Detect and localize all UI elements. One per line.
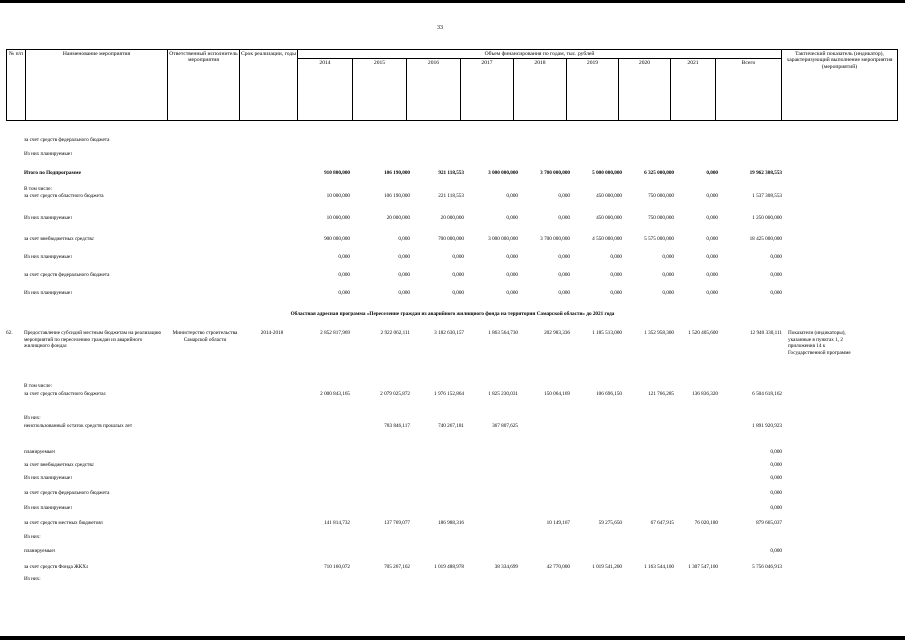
row-total: 0,000 xyxy=(770,548,782,554)
header-year: 2020 xyxy=(619,59,671,121)
row-value: 0,000 xyxy=(662,272,674,278)
row-value: 0,000 xyxy=(506,193,518,199)
header-year: 2015 xyxy=(353,59,407,121)
row-value: 740 267,181 xyxy=(438,423,464,429)
row-value: 6 325 000,000 xyxy=(644,170,674,176)
row-label: Из них: xyxy=(24,415,41,421)
table-header xyxy=(6,49,898,121)
row-value: 0,000 xyxy=(452,290,464,296)
header-year: 2021 xyxy=(671,59,716,121)
row-value: 106 190,000 xyxy=(384,193,410,199)
row-value: 450 000,000 xyxy=(596,193,622,199)
row-value: 67 647,915 xyxy=(650,520,674,526)
row-value: 783 846,117 xyxy=(384,423,410,429)
row-label: Из них планируемые$^1$ xyxy=(24,151,73,157)
row-value: 0,000 xyxy=(506,272,518,278)
row-value: 10 149,167 xyxy=(546,520,570,526)
row-value: 750 000,000 xyxy=(648,193,674,199)
row-value: 1 163 544,100 xyxy=(644,564,674,570)
row-label: за счет средств Фонда ЖКХ$^4$ xyxy=(24,564,88,570)
item-62-value: 202 983,336 xyxy=(544,330,570,336)
row-value: 367 807,625 xyxy=(492,423,518,429)
row-label: Из них планируемые$^1$ xyxy=(24,475,73,481)
item-62-value: 2 922 062,111 xyxy=(380,330,410,336)
row-total: 0,000 xyxy=(770,272,782,278)
row-value: 0,000 xyxy=(558,215,570,221)
row-value: 0,000 xyxy=(558,193,570,199)
row-value: 0,000 xyxy=(338,254,350,260)
item-62-value: 1 863 564,730 xyxy=(488,330,518,336)
header-year: 2017 xyxy=(461,59,514,121)
item-62-value: 1 520 405,600 xyxy=(688,330,718,336)
row-total: 18 425 000,000 xyxy=(749,236,782,242)
row-value: 1 019 541,200 xyxy=(592,564,622,570)
row-value: 141 814,732 xyxy=(324,520,350,526)
row-total: 1 250 000,000 xyxy=(752,215,782,221)
row-value: 10 000,000 xyxy=(326,193,350,199)
row-label: Из них планируемые$^1$ xyxy=(24,290,73,296)
row-total: 1 537 308,553 xyxy=(752,193,782,199)
row-total: 0,000 xyxy=(770,505,782,511)
header-executor: Ответственный исполнитель мероприятия xyxy=(168,50,240,121)
row-total: 19 962 308,553 xyxy=(749,170,782,176)
row-value: 900 000,000 xyxy=(324,236,350,242)
item-62-name: Предоставление субсидий местным бюджетам на реализацию мероприятий по переселению граждан из аварийного жилищного фонда$^4$ xyxy=(24,330,162,349)
row-value: 76 020,180 xyxy=(694,520,718,526)
row-value: 450 000,000 xyxy=(596,215,622,221)
row-value: 0,000 xyxy=(452,254,464,260)
row-value: 4 550 000,000 xyxy=(592,236,622,242)
row-total: 1 891 920,923 xyxy=(752,423,782,429)
row-value: 910 800,000 xyxy=(324,170,350,176)
row-value: 0,000 xyxy=(558,254,570,260)
item-62-num: 62. xyxy=(6,330,13,336)
item-62-indicator: Показатели (индикаторы), указанные в пунктах 1, 2 приложения 14 к Государственной программе xyxy=(788,330,851,356)
row-value: 0,000 xyxy=(398,290,410,296)
row-value: 136 836,320 xyxy=(692,391,718,397)
item-62-term: 2014-2018 xyxy=(260,330,284,336)
row-value: 0,000 xyxy=(610,290,622,296)
row-value: 0,000 xyxy=(706,236,718,242)
row-value: 0,000 xyxy=(506,254,518,260)
row-total: 879 665,037 xyxy=(756,520,782,526)
row-value: 3 000 000,000 xyxy=(488,236,518,242)
header-year: 2016 xyxy=(407,59,461,121)
item-62-total: 12 940 330,111 xyxy=(749,330,782,336)
header-indicator: Тактический показатель (индикатор), характеризующий выполнение мероприятия (мероприятий) xyxy=(782,50,898,121)
row-value: 3 700 000,000 xyxy=(540,236,570,242)
header-year: 2014 xyxy=(298,59,353,121)
row-value: 0,000 xyxy=(706,215,718,221)
row-total: 0,000 xyxy=(770,290,782,296)
row-value: 106 696,150 xyxy=(596,391,622,397)
row-value: 0,000 xyxy=(706,170,718,176)
row-label: В том числе: xyxy=(24,383,53,389)
row-value: 137 769,077 xyxy=(384,520,410,526)
row-value: 1 019 488,978 xyxy=(434,564,464,570)
row-value: 1 825 230,031 xyxy=(488,391,518,397)
row-label: неиспользованный остаток средств прошлых лет xyxy=(24,423,133,429)
row-value: 0,000 xyxy=(398,254,410,260)
row-value: 3 700 000,000 xyxy=(540,170,570,176)
item-62-value: 1 352 958,300 xyxy=(644,330,674,336)
page-number: 33 xyxy=(437,25,443,31)
row-value: 0,000 xyxy=(610,272,622,278)
row-value: 150 064,169 xyxy=(544,391,570,397)
row-value: 0,000 xyxy=(506,215,518,221)
row-total: 5 756 046,913 xyxy=(752,564,782,570)
row-value: 0,000 xyxy=(610,254,622,260)
row-label: за счет внебюджетных средств$^2$ xyxy=(24,462,94,468)
item-62-executor: Министерство строительства Самарской области xyxy=(172,330,238,343)
row-label: Из них планируемые$^1$ xyxy=(24,215,73,221)
row-label: Из них: xyxy=(24,534,41,540)
row-value: 0,000 xyxy=(706,193,718,199)
row-value: 0,000 xyxy=(452,272,464,278)
row-label: за счет средств федерального бюджета xyxy=(24,490,110,496)
row-value: 2 079 025,872 xyxy=(380,391,410,397)
item-62-value: 2 852 817,969 xyxy=(320,330,350,336)
row-value: 106 190,000 xyxy=(384,170,410,176)
row-total: 6 504 618,162 xyxy=(752,391,782,397)
row-label: за счет средств федерального бюджета xyxy=(24,272,110,278)
row-total: 0,000 xyxy=(770,254,782,260)
row-value: 750 000,000 xyxy=(648,215,674,221)
row-label: Из них: xyxy=(24,576,41,582)
header-year: 2019 xyxy=(567,59,619,121)
row-value: 0,000 xyxy=(558,290,570,296)
row-value: 1 976 152,864 xyxy=(434,391,464,397)
row-label: Итого по Подпрограмме xyxy=(24,170,81,176)
row-label: планируемые$^1$ xyxy=(24,449,56,455)
row-value: 5 575 000,000 xyxy=(644,236,674,242)
row-value: 2 000 843,165 xyxy=(320,391,350,397)
header-name: Наименование мероприятия xyxy=(26,50,168,121)
row-label: за счет средств местных бюджетов$^3$ xyxy=(24,520,103,526)
row-value: 0,000 xyxy=(398,272,410,278)
row-label: Из них планируемые$^1$ xyxy=(24,505,73,511)
row-label: планируемые$^1$ xyxy=(24,548,56,554)
row-value: 921 118,553 xyxy=(438,170,464,176)
header-year: 2018 xyxy=(514,59,567,121)
row-total: 0,000 xyxy=(770,475,782,481)
row-label: Из них планируемые$^1$ xyxy=(24,254,73,260)
row-value: 0,000 xyxy=(662,290,674,296)
row-value: 20 000,000 xyxy=(440,215,464,221)
row-value: 0,000 xyxy=(662,254,674,260)
header-num: № п/п xyxy=(7,50,26,121)
row-value: 0,000 xyxy=(706,254,718,260)
row-value: 20 000,000 xyxy=(386,215,410,221)
row-value: 1 307 547,100 xyxy=(688,564,718,570)
row-total: 0,000 xyxy=(770,490,782,496)
row-value: 700 000,000 xyxy=(438,236,464,242)
row-label: В том числе: xyxy=(24,186,53,192)
row-label: за счет средств областного бюджета$^4$ xyxy=(24,391,106,397)
row-value: 0,000 xyxy=(338,290,350,296)
item-62-value: 1 185 513,000 xyxy=(592,330,622,336)
row-value: 10 000,000 xyxy=(326,215,350,221)
row-total: 0,000 xyxy=(770,449,782,455)
item-62-value: 3 182 630,157 xyxy=(434,330,464,336)
header-funding: Объем финансирования по годам, тыс. рублей xyxy=(298,50,782,59)
row-label: за счет внебюджетных средств$^2$ xyxy=(24,236,94,242)
row-value: 3 000 000,000 xyxy=(488,170,518,176)
row-value: 0,000 xyxy=(398,236,410,242)
header-total: Всего xyxy=(716,59,782,121)
row-value: 705 267,162 xyxy=(384,564,410,570)
row-value: 0,000 xyxy=(706,272,718,278)
row-value: 221 118,553 xyxy=(438,193,464,199)
row-value: 5 000 000,000 xyxy=(592,170,622,176)
row-value: 42 770,000 xyxy=(546,564,570,570)
row-value: 0,000 xyxy=(506,290,518,296)
row-value: 38 334,699 xyxy=(494,564,518,570)
row-value: 186 988,316 xyxy=(438,520,464,526)
row-total: 0,000 xyxy=(770,462,782,468)
row-label: за счет средств федерального бюджета xyxy=(24,137,110,143)
header-term: Срок реализации, годы xyxy=(240,50,298,121)
page-top-edge xyxy=(0,0,905,3)
row-value: 0,000 xyxy=(338,272,350,278)
row-value: 121 766,285 xyxy=(648,391,674,397)
row-value: 0,000 xyxy=(706,290,718,296)
page-bottom-edge xyxy=(0,636,905,640)
row-label: за счет средств областного бюджета xyxy=(24,193,104,199)
row-value: 710 160,072 xyxy=(324,564,350,570)
row-value: 59 275,650 xyxy=(598,520,622,526)
row-value: 0,000 xyxy=(558,272,570,278)
